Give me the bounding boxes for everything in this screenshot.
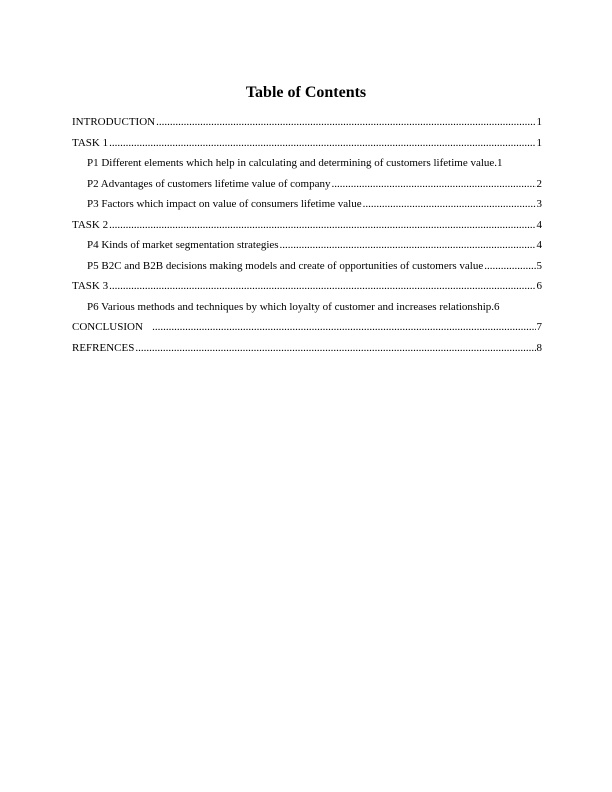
toc-page-number: 4 <box>536 218 542 231</box>
toc-page-number: 6 <box>494 300 500 313</box>
toc-page-number: 1 <box>497 157 503 169</box>
dot-leader <box>109 280 535 292</box>
toc-entry-p3[interactable] <box>72 198 542 219</box>
toc-entry-label: TASK 1 <box>72 136 109 149</box>
toc-page-number: 1 <box>536 136 542 149</box>
dot-leader <box>135 342 535 354</box>
toc-entry-p5[interactable] <box>72 260 542 281</box>
toc-entry-introduction[interactable] <box>72 116 542 137</box>
toc-entry-task-1[interactable] <box>72 137 542 158</box>
dot-leader <box>484 260 535 272</box>
toc-entry-label: INTRODUCTION <box>72 116 156 128</box>
toc-entry-label: CONCLUSION <box>72 321 152 333</box>
toc-entry-label: P2 Advantages of customers lifetime value of company <box>87 177 331 190</box>
toc-entry-label: P6 Various methods and techniques by which loyalty of customer and increases relationship. <box>87 300 495 313</box>
toc-page-number: 8 <box>536 341 542 354</box>
toc-page-number: 4 <box>536 239 542 251</box>
toc-entry-label: P5 B2C and B2B decisions making models and create of opportunities of customers value <box>87 259 484 272</box>
toc-entry-conclusion[interactable] <box>72 321 542 342</box>
toc-page-number: 6 <box>536 280 542 292</box>
toc-entry-label: REFRENCES <box>72 341 135 354</box>
toc-entry-p4[interactable] <box>72 239 542 260</box>
dot-leader <box>109 137 535 149</box>
toc-entry-references[interactable] <box>72 342 542 363</box>
toc-entry-p1[interactable] <box>72 157 542 178</box>
toc-page-number: 2 <box>536 177 542 190</box>
dot-leader <box>152 321 535 333</box>
dot-leader <box>280 239 536 251</box>
table-of-contents <box>72 116 542 362</box>
toc-page-number: 3 <box>536 198 542 210</box>
dot-leader <box>331 178 535 190</box>
toc-entry-label: P4 Kinds of market segmentation strategies <box>87 239 279 251</box>
toc-entry-label: TASK 2 <box>72 218 109 231</box>
toc-entry-label: P3 Factors which impact on value of consumers lifetime value <box>87 198 362 210</box>
toc-entry-p6[interactable] <box>72 301 542 322</box>
toc-page-number: 5 <box>536 259 542 272</box>
toc-entry-label: TASK 3 <box>72 280 109 292</box>
dot-leader <box>363 198 536 210</box>
toc-page-number: 7 <box>536 321 542 333</box>
toc-page-number: 1 <box>536 116 542 128</box>
dot-leader <box>109 219 535 231</box>
toc-entry-label: P1 Different elements which help in calculating and determining of customers lifetime value. <box>87 157 498 169</box>
toc-entry-task-2[interactable] <box>72 219 542 240</box>
toc-entry-p2[interactable] <box>72 178 542 199</box>
toc-entry-task-3[interactable] <box>72 280 542 301</box>
dot-leader <box>156 116 535 128</box>
toc-title: Table of Contents <box>245 84 367 101</box>
